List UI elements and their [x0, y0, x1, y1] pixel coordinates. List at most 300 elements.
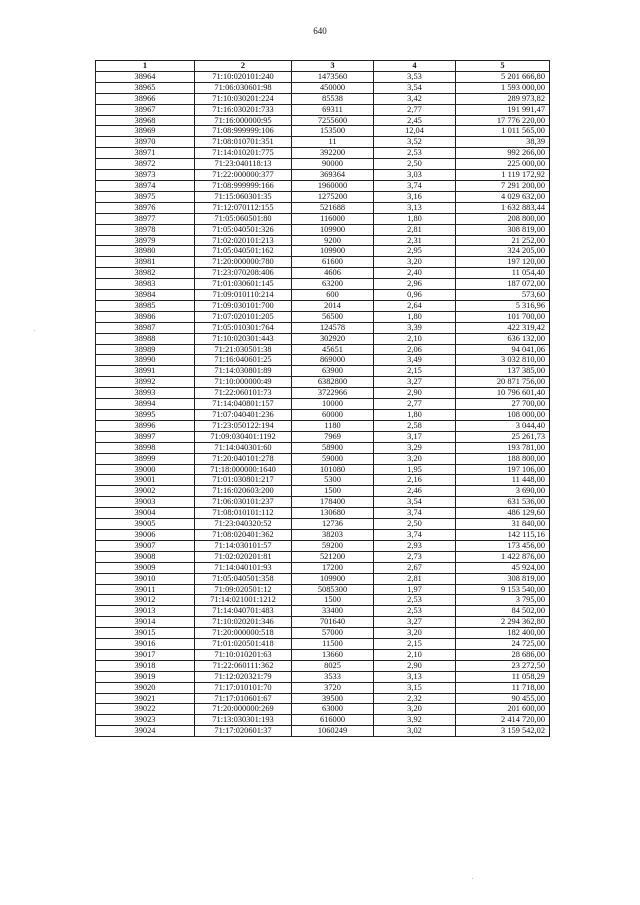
- row-number-cell: 39001: [96, 475, 195, 486]
- cadastral-value-cell: 2 414 720,00: [456, 715, 550, 726]
- table-row: [96, 355, 550, 366]
- cadastral-value-cell: 208 800,00: [456, 213, 550, 224]
- cadastral-value-cell: 11 718,00: [456, 682, 550, 693]
- row-number-cell: 38964: [96, 71, 195, 82]
- area-value-cell: 1060249: [292, 726, 374, 737]
- cadastral-number-cell: 71:14:040801:157: [195, 399, 292, 410]
- area-value-cell: 39500: [292, 693, 374, 704]
- area-value-cell: 1500: [292, 595, 374, 606]
- rate-value-cell: 3,74: [374, 529, 456, 540]
- table-row: [96, 660, 550, 671]
- table-row: [96, 246, 550, 257]
- row-number-cell: 38995: [96, 410, 195, 421]
- area-value-cell: 59000: [292, 453, 374, 464]
- cadastral-number-cell: 71:08:020401:362: [195, 529, 292, 540]
- row-number-cell: 39016: [96, 639, 195, 650]
- row-number-cell: 38994: [96, 399, 195, 410]
- cadastral-value-cell: 5 201 666,80: [456, 71, 550, 82]
- cadastral-value-cell: 38,39: [456, 137, 550, 148]
- row-number-cell: 38978: [96, 224, 195, 235]
- cadastral-number-cell: 71:18:000000:1640: [195, 464, 292, 475]
- cadastral-number-cell: 71:14:010201:775: [195, 148, 292, 159]
- area-value-cell: 8025: [292, 660, 374, 671]
- row-number-cell: 38993: [96, 388, 195, 399]
- cadastral-number-cell: 71:02:020101:213: [195, 235, 292, 246]
- cadastral-value-cell: 21 252,00: [456, 235, 550, 246]
- table-row: [96, 464, 550, 475]
- cadastral-number-cell: 71:05:040501:358: [195, 573, 292, 584]
- row-number-cell: 38972: [96, 159, 195, 170]
- area-value-cell: 701640: [292, 617, 374, 628]
- rate-value-cell: 2,10: [374, 333, 456, 344]
- area-value-cell: 109900: [292, 246, 374, 257]
- cadastral-value-cell: 197 120,00: [456, 257, 550, 268]
- cadastral-number-cell: 71:14:030101:57: [195, 540, 292, 551]
- rate-value-cell: 2,50: [374, 159, 456, 170]
- table-row: [96, 388, 550, 399]
- row-number-cell: 39003: [96, 497, 195, 508]
- cadastral-value-cell: 45 924,00: [456, 562, 550, 573]
- table-row: [96, 224, 550, 235]
- cadastral-value-cell: 1 119 172,92: [456, 170, 550, 181]
- rate-value-cell: 3,13: [374, 202, 456, 213]
- area-value-cell: 101080: [292, 464, 374, 475]
- row-number-cell: 38990: [96, 355, 195, 366]
- cadastral-number-cell: 71:09:030101:700: [195, 300, 292, 311]
- table-row: [96, 322, 550, 333]
- cadastral-number-cell: 71:14:021001:1212: [195, 595, 292, 606]
- rate-value-cell: 2,73: [374, 551, 456, 562]
- cadastral-number-cell: 71:14:040301:60: [195, 442, 292, 453]
- rate-value-cell: 2,10: [374, 649, 456, 660]
- area-value-cell: 17200: [292, 562, 374, 573]
- area-value-cell: 63000: [292, 704, 374, 715]
- table-row: [96, 410, 550, 421]
- area-value-cell: 450000: [292, 82, 374, 93]
- column-header-5: 5: [456, 61, 550, 72]
- row-number-cell: 39010: [96, 573, 195, 584]
- table-row: [96, 649, 550, 660]
- cadastral-number-cell: 71:10:000000:49: [195, 377, 292, 388]
- rate-value-cell: 3,74: [374, 180, 456, 191]
- rate-value-cell: 2,77: [374, 104, 456, 115]
- cadastral-value-cell: 23 272,50: [456, 660, 550, 671]
- rate-value-cell: 3,42: [374, 93, 456, 104]
- cadastral-number-cell: 71:13:030301:193: [195, 715, 292, 726]
- row-number-cell: 39022: [96, 704, 195, 715]
- area-value-cell: 9200: [292, 235, 374, 246]
- row-number-cell: 39013: [96, 606, 195, 617]
- cadastral-number-cell: 71:16:000000:95: [195, 115, 292, 126]
- row-number-cell: 39014: [96, 617, 195, 628]
- area-value-cell: 13660: [292, 649, 374, 660]
- cadastral-number-cell: 71:05:040501:326: [195, 224, 292, 235]
- cadastral-value-cell: 25 261,73: [456, 431, 550, 442]
- area-value-cell: 69311: [292, 104, 374, 115]
- table-row: [96, 137, 550, 148]
- table-row: [96, 508, 550, 519]
- table-row: [96, 475, 550, 486]
- cadastral-number-cell: 71:07:040401:236: [195, 410, 292, 421]
- table-row: [96, 115, 550, 126]
- rate-value-cell: 3,15: [374, 682, 456, 693]
- cadastral-value-cell: 191 991,47: [456, 104, 550, 115]
- cadastral-number-cell: 71:16:020603:200: [195, 486, 292, 497]
- row-number-cell: 38976: [96, 202, 195, 213]
- cadastral-value-cell: 193 781,00: [456, 442, 550, 453]
- cadastral-number-cell: 71:17:020601:37: [195, 726, 292, 737]
- cadastral-value-cell: 197 106,00: [456, 464, 550, 475]
- cadastral-value-cell: 486 129,60: [456, 508, 550, 519]
- area-value-cell: 7969: [292, 431, 374, 442]
- rate-value-cell: 2,16: [374, 475, 456, 486]
- cadastral-value-cell: 3 032 810,00: [456, 355, 550, 366]
- rate-value-cell: 2,53: [374, 148, 456, 159]
- area-value-cell: 869000: [292, 355, 374, 366]
- cadastral-value-cell: 182 400,00: [456, 628, 550, 639]
- row-number-cell: 38984: [96, 290, 195, 301]
- table-row: [96, 191, 550, 202]
- area-value-cell: 369364: [292, 170, 374, 181]
- rate-value-cell: 2,67: [374, 562, 456, 573]
- table-row: [96, 573, 550, 584]
- cadastral-value-cell: 28 686,00: [456, 649, 550, 660]
- cadastral-number-cell: 71:14:040101:93: [195, 562, 292, 573]
- area-value-cell: 600: [292, 290, 374, 301]
- cadastral-number-cell: 71:22:060111:362: [195, 660, 292, 671]
- table-row: [96, 584, 550, 595]
- rate-value-cell: 2,64: [374, 300, 456, 311]
- area-value-cell: 3722966: [292, 388, 374, 399]
- area-value-cell: 2014: [292, 300, 374, 311]
- cadastral-value-cell: 422 319,42: [456, 322, 550, 333]
- column-header-3: 3: [292, 61, 374, 72]
- area-value-cell: 11500: [292, 639, 374, 650]
- table-row: [96, 104, 550, 115]
- rate-value-cell: 1,80: [374, 311, 456, 322]
- table-row: [96, 257, 550, 268]
- cadastral-value-cell: 1 632 883,44: [456, 202, 550, 213]
- rate-value-cell: 2,06: [374, 344, 456, 355]
- table-row: [96, 93, 550, 104]
- row-number-cell: 39023: [96, 715, 195, 726]
- table-row: [96, 551, 550, 562]
- area-value-cell: 60000: [292, 410, 374, 421]
- row-number-cell: 39006: [96, 529, 195, 540]
- area-value-cell: 1275200: [292, 191, 374, 202]
- table-row: [96, 453, 550, 464]
- table-row: [96, 693, 550, 704]
- area-value-cell: 63200: [292, 279, 374, 290]
- rate-value-cell: 3,54: [374, 82, 456, 93]
- table-row: [96, 344, 550, 355]
- rate-value-cell: 3,03: [374, 170, 456, 181]
- rate-value-cell: 1,97: [374, 584, 456, 595]
- cadastral-value-cell: 9 153 540,00: [456, 584, 550, 595]
- row-number-cell: 38998: [96, 442, 195, 453]
- cadastral-number-cell: 71:20:040101:278: [195, 453, 292, 464]
- cadastral-number-cell: 71:17:010601:67: [195, 693, 292, 704]
- rate-value-cell: 3,20: [374, 628, 456, 639]
- row-number-cell: 38969: [96, 126, 195, 137]
- cadastral-value-cell: 84 502,00: [456, 606, 550, 617]
- table-row: [96, 148, 550, 159]
- table-row: [96, 606, 550, 617]
- cadastral-value-cell: 636 132,00: [456, 333, 550, 344]
- table-row: [96, 704, 550, 715]
- area-value-cell: 109900: [292, 224, 374, 235]
- row-number-cell: 39020: [96, 682, 195, 693]
- rate-value-cell: 2,53: [374, 606, 456, 617]
- cadastral-number-cell: 71:17:010101:70: [195, 682, 292, 693]
- cadastral-number-cell: 71:08:999999:166: [195, 180, 292, 191]
- cadastral-value-cell: 1 593 000,00: [456, 82, 550, 93]
- cadastral-number-cell: 71:09:020501:12: [195, 584, 292, 595]
- table-header-row: [96, 61, 550, 72]
- rate-value-cell: 2,96: [374, 279, 456, 290]
- cadastral-number-cell: 71:10:020101:240: [195, 71, 292, 82]
- cadastral-value-cell: 11 448,00: [456, 475, 550, 486]
- row-number-cell: 39015: [96, 628, 195, 639]
- cadastral-value-cell: 10 796 601,40: [456, 388, 550, 399]
- cadastral-number-cell: 71:08:010101:112: [195, 508, 292, 519]
- cadastral-number-cell: 71:02:020201:81: [195, 551, 292, 562]
- rate-value-cell: 3,20: [374, 704, 456, 715]
- cadastral-value-cell: 31 840,00: [456, 519, 550, 530]
- table-row: [96, 431, 550, 442]
- row-number-cell: 38987: [96, 322, 195, 333]
- table-row: [96, 486, 550, 497]
- row-number-cell: 39019: [96, 671, 195, 682]
- rate-value-cell: 2,81: [374, 573, 456, 584]
- area-value-cell: 616000: [292, 715, 374, 726]
- table-row: [96, 540, 550, 551]
- area-value-cell: 521688: [292, 202, 374, 213]
- page-number: 640: [313, 26, 327, 36]
- rate-value-cell: 3,17: [374, 431, 456, 442]
- table-row: [96, 311, 550, 322]
- table-row: [96, 159, 550, 170]
- cadastral-value-cell: 3 690,00: [456, 486, 550, 497]
- cadastral-value-cell: 137 385,00: [456, 366, 550, 377]
- rate-value-cell: 3,49: [374, 355, 456, 366]
- row-number-cell: 39008: [96, 551, 195, 562]
- table-row: [96, 399, 550, 410]
- row-number-cell: 39009: [96, 562, 195, 573]
- cadastral-number-cell: 71:15:060301:35: [195, 191, 292, 202]
- rate-value-cell: 3,39: [374, 322, 456, 333]
- cadastral-number-cell: 71:12:020321:79: [195, 671, 292, 682]
- row-number-cell: 38967: [96, 104, 195, 115]
- table-row: [96, 82, 550, 93]
- cadastral-value-cell: 992 266,00: [456, 148, 550, 159]
- table-row: [96, 268, 550, 279]
- area-value-cell: 58900: [292, 442, 374, 453]
- area-value-cell: 6382800: [292, 377, 374, 388]
- table-row: [96, 595, 550, 606]
- cadastral-value-cell: 11 054,40: [456, 268, 550, 279]
- cadastral-value-cell: 17 776 220,00: [456, 115, 550, 126]
- cadastral-number-cell: 71:01:030601:145: [195, 279, 292, 290]
- cadastral-value-cell: 324 205,00: [456, 246, 550, 257]
- row-number-cell: 38982: [96, 268, 195, 279]
- rate-value-cell: 2,46: [374, 486, 456, 497]
- table-row: [96, 290, 550, 301]
- cadastral-number-cell: 71:10:010201:63: [195, 649, 292, 660]
- cadastral-value-cell: 24 725,00: [456, 639, 550, 650]
- row-number-cell: 38992: [96, 377, 195, 388]
- rate-value-cell: 2,15: [374, 366, 456, 377]
- table-row: [96, 213, 550, 224]
- area-value-cell: 1960000: [292, 180, 374, 191]
- cadastral-number-cell: 71:05:060501:80: [195, 213, 292, 224]
- cadastral-value-cell: 108 000,00: [456, 410, 550, 421]
- row-number-cell: 39002: [96, 486, 195, 497]
- rate-value-cell: 3,54: [374, 497, 456, 508]
- cadastral-number-cell: 71:14:030801:89: [195, 366, 292, 377]
- cadastral-value-cell: 7 291 200,00: [456, 180, 550, 191]
- rate-value-cell: 0,96: [374, 290, 456, 301]
- table-row: [96, 442, 550, 453]
- row-number-cell: 39012: [96, 595, 195, 606]
- cadastral-value-cell: 5 316,96: [456, 300, 550, 311]
- cadastral-value-cell: 3 795,00: [456, 595, 550, 606]
- cadastral-value-cell: 94 041,06: [456, 344, 550, 355]
- area-value-cell: 1500: [292, 486, 374, 497]
- table-row: [96, 682, 550, 693]
- rate-value-cell: 3,53: [374, 71, 456, 82]
- rate-value-cell: 12,04: [374, 126, 456, 137]
- column-header-2: 2: [195, 61, 292, 72]
- area-value-cell: 153500: [292, 126, 374, 137]
- row-number-cell: 38986: [96, 311, 195, 322]
- cadastral-number-cell: 71:08:999999:106: [195, 126, 292, 137]
- row-number-cell: 39018: [96, 660, 195, 671]
- rate-value-cell: 3,29: [374, 442, 456, 453]
- table-body: [96, 71, 550, 736]
- rate-value-cell: 3,27: [374, 617, 456, 628]
- cadastral-value-cell: 187 072,00: [456, 279, 550, 290]
- rate-value-cell: 2,95: [374, 246, 456, 257]
- area-value-cell: 56500: [292, 311, 374, 322]
- rate-value-cell: 2,31: [374, 235, 456, 246]
- area-value-cell: 61600: [292, 257, 374, 268]
- cadastral-value-cell: 4 029 632,00: [456, 191, 550, 202]
- cadastral-number-cell: 71:01:020501:418: [195, 639, 292, 650]
- cadastral-value-cell: 201 600,00: [456, 704, 550, 715]
- cadastral-value-cell: 20 871 756,00: [456, 377, 550, 388]
- rate-value-cell: 2,77: [374, 399, 456, 410]
- row-number-cell: 38970: [96, 137, 195, 148]
- rate-value-cell: 3,20: [374, 453, 456, 464]
- cadastral-number-cell: 71:20:000000:780: [195, 257, 292, 268]
- row-number-cell: 38966: [96, 93, 195, 104]
- table-row: [96, 377, 550, 388]
- row-number-cell: 39000: [96, 464, 195, 475]
- cadastral-number-cell: 71:06:030101:237: [195, 497, 292, 508]
- scan-speck: [34, 330, 35, 331]
- table-row: [96, 180, 550, 191]
- cadastral-number-cell: 71:23:040118:13: [195, 159, 292, 170]
- table-row: [96, 628, 550, 639]
- table-row: [96, 497, 550, 508]
- table-row: [96, 279, 550, 290]
- row-number-cell: 38975: [96, 191, 195, 202]
- cadastral-value-cell: 2 294 362,80: [456, 617, 550, 628]
- cadastral-number-cell: 71:21:030501:38: [195, 344, 292, 355]
- row-number-cell: 38965: [96, 82, 195, 93]
- row-number-cell: 38977: [96, 213, 195, 224]
- area-value-cell: 392200: [292, 148, 374, 159]
- rate-value-cell: 2,93: [374, 540, 456, 551]
- rate-value-cell: 2,40: [374, 268, 456, 279]
- rate-value-cell: 3,52: [374, 137, 456, 148]
- table-row: [96, 519, 550, 530]
- rate-value-cell: 2,90: [374, 660, 456, 671]
- cadastral-value-cell: 90 455,00: [456, 693, 550, 704]
- cadastral-number-cell: 71:23:070208:406: [195, 268, 292, 279]
- row-number-cell: 38979: [96, 235, 195, 246]
- table-row: [96, 639, 550, 650]
- row-number-cell: 38983: [96, 279, 195, 290]
- cadastral-value-cell: 573,60: [456, 290, 550, 301]
- cadastral-value-cell: 3 159 542,02: [456, 726, 550, 737]
- area-value-cell: 1180: [292, 420, 374, 431]
- row-number-cell: 38985: [96, 300, 195, 311]
- area-value-cell: 45651: [292, 344, 374, 355]
- rate-value-cell: 2,45: [374, 115, 456, 126]
- cadastral-number-cell: 71:14:040701:483: [195, 606, 292, 617]
- cadastral-number-cell: 71:20:000000:269: [195, 704, 292, 715]
- cadastral-number-cell: 71:05:040501:162: [195, 246, 292, 257]
- cadastral-value-cell: 1 422 876,00: [456, 551, 550, 562]
- row-number-cell: 38971: [96, 148, 195, 159]
- table-row: [96, 333, 550, 344]
- row-number-cell: 38973: [96, 170, 195, 181]
- cadastral-value-cell: 188 800,00: [456, 453, 550, 464]
- cadastral-number-cell: 71:12:070112:155: [195, 202, 292, 213]
- area-value-cell: 4606: [292, 268, 374, 279]
- rate-value-cell: 2,81: [374, 224, 456, 235]
- area-value-cell: 33400: [292, 606, 374, 617]
- scan-speck: [472, 878, 473, 879]
- area-value-cell: 130680: [292, 508, 374, 519]
- table-row: [96, 617, 550, 628]
- area-value-cell: 10000: [292, 399, 374, 410]
- rate-value-cell: 3,20: [374, 257, 456, 268]
- rate-value-cell: 3,74: [374, 508, 456, 519]
- row-number-cell: 38991: [96, 366, 195, 377]
- rate-value-cell: 2,32: [374, 693, 456, 704]
- table-row: [96, 71, 550, 82]
- cadastral-value-cell: 173 456,00: [456, 540, 550, 551]
- cadastral-value-cell: 142 115,16: [456, 529, 550, 540]
- cadastral-number-cell: 71:10:030201:224: [195, 93, 292, 104]
- rate-value-cell: 3,16: [374, 191, 456, 202]
- area-value-cell: 12736: [292, 519, 374, 530]
- cadastral-value-cell: 3 044,40: [456, 420, 550, 431]
- cadastral-number-cell: 71:22:000000:377: [195, 170, 292, 181]
- rate-value-cell: 1,80: [374, 213, 456, 224]
- row-number-cell: 38980: [96, 246, 195, 257]
- cadastral-value-cell: 308 819,00: [456, 224, 550, 235]
- table-row: [96, 366, 550, 377]
- cadastral-number-cell: 71:09:010110:214: [195, 290, 292, 301]
- row-number-cell: 38981: [96, 257, 195, 268]
- cadastral-number-cell: 71:10:020201:346: [195, 617, 292, 628]
- table-row: [96, 562, 550, 573]
- cadastral-number-cell: 71:20:000000:518: [195, 628, 292, 639]
